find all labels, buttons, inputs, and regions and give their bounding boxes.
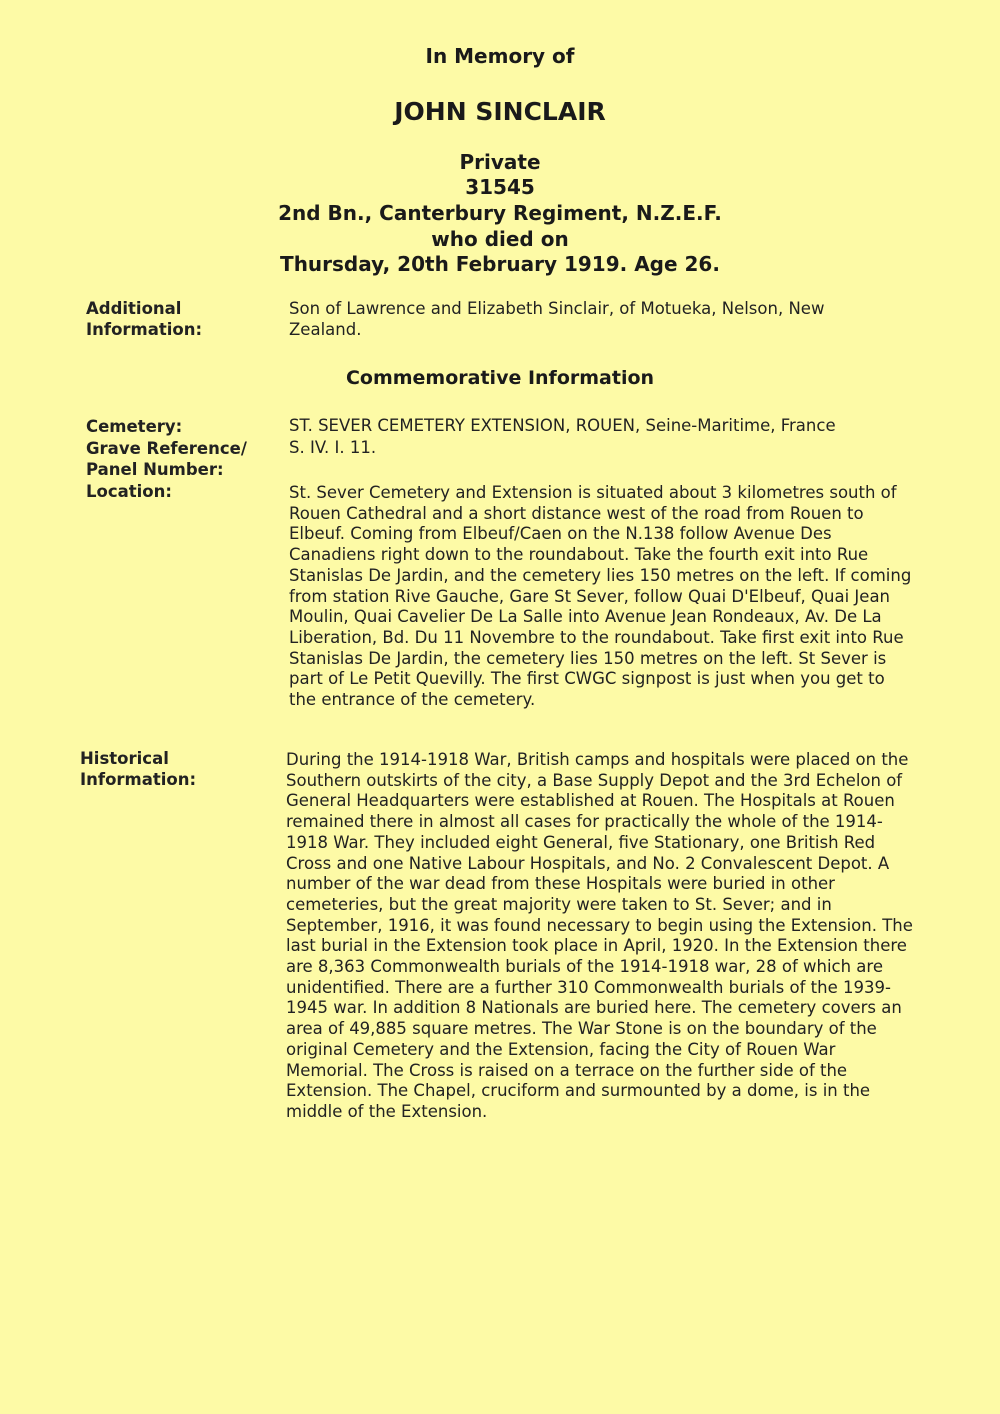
additional-info-label: [86, 298, 281, 340]
cemetery-value: ST. SEVER CEMETERY EXTENSION, ROUEN, Seine-Maritime, France: [289, 416, 836, 435]
grave-label-line2: Panel Number:: [86, 460, 224, 479]
in-memory-heading: In Memory of: [425, 44, 575, 68]
unit: 2nd Bn., Canterbury Regiment, N.Z.E.F.: [278, 201, 722, 225]
additional-label-line1: Additional: [86, 299, 182, 318]
historical-label-line1: Historical: [80, 749, 169, 768]
rank: Private: [459, 150, 541, 174]
grave-reference-value: S. IV. I. 11.: [289, 438, 377, 457]
location-label: Location:: [86, 482, 172, 501]
historical-label-line2: Information:: [80, 770, 197, 789]
additional-label-line2: Information:: [86, 320, 203, 339]
date-and-age: Thursday, 20th February 1919. Age 26.: [280, 252, 720, 276]
cemetery-label: Cemetery:: [86, 417, 183, 436]
died-on: who died on: [431, 227, 569, 251]
casualty-name: JOHN SINCLAIR: [394, 97, 606, 126]
grave-label-line1: Grave Reference/: [86, 439, 247, 458]
additional-info-text: Son of Lawrence and Elizabeth Sinclair, of Motueka, Nelson, New Zealand.: [289, 299, 825, 339]
commemorative-heading: Commemorative Information: [345, 367, 655, 389]
grave-reference-label: [86, 438, 281, 480]
historical-info-label: [80, 748, 275, 790]
service-number: 31545: [465, 175, 535, 199]
location-text: St. Sever Cemetery and Extension is situated about 3 kilometres south of Rouen Cathedral and a short distance west of the road from Rouen to Elbeuf. Coming from Elbeuf/Caen on the N.138 follow Avenue Des Canadiens right down to the roundabout. Take the fourth exit into Rue Stanislas De Jardin, and the cemetery lies 150 metres on the left. If coming from station Rive Gauche, Gare St Sever, follow Quai D'Elbeuf, Quai Jean Moulin, Quai Cavelier De La Salle into Avenue Jean Rondeaux, Av. De La Liberation, Bd. Du 11 Novembre to the roundabout. Take first exit into Rue Stanislas De Jardin, the cemetery lies 150 metres on the left. St Sever is part of Le Petit Quevilly. The first CWGC signpost is just when you get to the entrance of the cemetery.: [289, 483, 912, 710]
historical-text: During the 1914-1918 War, British camps and hospitals were placed on the Southern outskirts of the city, a Base Supply Depot and the 3rd Echelon of General Headquarters were established at Rouen. The Hospitals at Rouen remained there in almost all cases for practically the whole of the 1914-1918 War. They included eight General, five Stationary, one British Red Cross and one Native Labour Hospitals, and No. 2 Convalescent Depot. A number of the war dead from these Hospitals were buried in other cemeteries, but the great majority were taken to St. Sever; and in September, 1916, it was found necessary to begin using the Extension. The last burial in the Extension took place in April, 1920. In the Extension there are 8,363 Commonwealth burials of the 1914-1918 war, 28 of which are unidentified. There are a further 310 Commonwealth burials of the 1939-1945 war. In addition 8 Nationals are buried here. The cemetery covers an area of 49,885 square metres. The War Stone is on the boundary of the original Cemetery and the Extension, facing the City of Rouen War Memorial. The Cross is raised on a terrace on the further side of the Extension. The Chapel, cruciform and surmounted by a dome, is in the middle of the Extension.: [286, 750, 913, 1121]
